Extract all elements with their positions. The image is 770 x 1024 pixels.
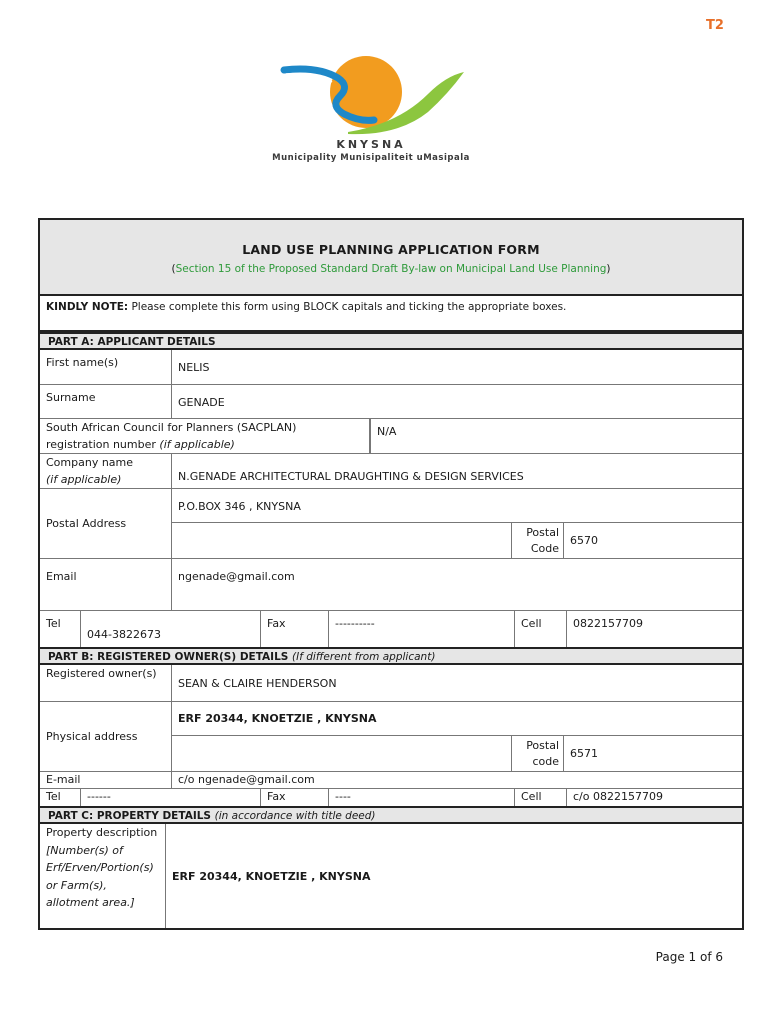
brand-name: KNYSNA — [336, 138, 406, 151]
cell-field[interactable]: 0822157709 — [573, 617, 643, 630]
tel-field[interactable]: 044-3822673 — [81, 611, 261, 647]
owner-postal-code-field[interactable]: 6571 — [570, 747, 598, 760]
page-number: Page 1 of 6 — [655, 950, 723, 964]
form-header — [40, 220, 742, 296]
company-row — [40, 454, 742, 489]
property-description-field[interactable]: ERF 20344, KNOETZIE , KNYSNA — [172, 869, 371, 883]
surname-field[interactable]: GENADE — [178, 396, 225, 409]
form-subtitle: (Section 15 of the Proposed Standard Draft By-law on Municipal Land Use Planning) — [171, 263, 611, 275]
kindly-note: KINDLY NOTE: Please complete this form using BLOCK capitals and ticking the appropriate boxes. — [40, 296, 742, 332]
tel-label: Tel — [40, 611, 81, 647]
physical-address-row — [40, 702, 742, 772]
postal-address-row — [40, 489, 742, 559]
postal-address-line2[interactable] — [172, 523, 512, 558]
registered-owner-label: Registered owner(s) — [40, 665, 172, 701]
fax-field[interactable]: ---------- — [329, 611, 515, 647]
first-name-field[interactable]: NELIS — [178, 361, 210, 374]
knysna-logo — [246, 54, 496, 172]
first-name-row — [40, 350, 742, 385]
owner-tel-field[interactable]: ------ — [81, 789, 261, 806]
fax-label: Fax — [261, 611, 329, 647]
registered-owner-row — [40, 665, 742, 702]
cell-label: Cell — [515, 611, 567, 647]
surname-row — [40, 385, 742, 419]
owner-postal-code-label: Postal code — [512, 736, 564, 771]
registered-owner-field[interactable]: SEAN & CLAIRE HENDERSON — [178, 676, 337, 690]
sacplan-label: South African Council for Planners (SACPLAN) registration number (if applicable) — [40, 419, 370, 453]
property-description-label: Property description [Number(s) of Erf/Erven/Portion(s) or Farm(s), allotment area.] — [40, 824, 166, 928]
owner-email-row — [40, 772, 742, 789]
physical-address-line1[interactable]: ERF 20344, KNOETZIE , KNYSNA — [178, 712, 377, 725]
knysna-emblem-icon — [278, 54, 464, 138]
physical-address-line2[interactable] — [172, 736, 512, 771]
contact-row — [40, 611, 742, 647]
sacplan-field[interactable]: N/A — [377, 425, 397, 438]
application-form — [38, 218, 744, 930]
section-heading-part-b: PART B: REGISTERED OWNER(S) DETAILS (If different from applicant) — [38, 647, 744, 665]
email-label: Email — [40, 559, 172, 610]
email-field[interactable]: ngenade@gmail.com — [178, 570, 295, 583]
owner-fax-label: Fax — [261, 789, 329, 806]
section-heading-part-a: PART A: APPLICANT DETAILS — [38, 332, 744, 350]
owner-cell-field[interactable]: c/o 0822157709 — [573, 790, 663, 803]
owner-tel-label: Tel — [40, 789, 81, 806]
postal-code-label: Postal Code — [512, 523, 564, 558]
postal-address-label: Postal Address — [40, 489, 172, 558]
postal-code-field[interactable]: 6570 — [570, 534, 598, 547]
owner-contact-row — [40, 789, 742, 806]
company-label: Company name (if applicable) — [40, 454, 172, 488]
owner-email-field[interactable]: c/o ngenade@gmail.com — [178, 773, 315, 786]
physical-address-label: Physical address — [40, 702, 172, 771]
owner-fax-field[interactable]: ---- — [329, 789, 515, 806]
section-heading-part-c: PART C: PROPERTY DETAILS (in accordance with title deed) — [38, 806, 744, 824]
form-title: LAND USE PLANNING APPLICATION FORM — [242, 242, 540, 257]
surname-label: Surname — [40, 385, 172, 418]
postal-address-line1[interactable]: P.O.BOX 346 , KNYSNA — [178, 500, 301, 513]
owner-cell-label: Cell — [515, 789, 567, 806]
form-code-tag: T2 — [706, 18, 724, 33]
first-name-label: First name(s) — [40, 350, 172, 384]
email-row — [40, 559, 742, 611]
company-field[interactable]: N.GENADE ARCHITECTURAL DRAUGHTING & DESIGN SERVICES — [178, 469, 524, 483]
sacplan-row — [40, 419, 742, 454]
brand-subtitle: Municipality Munisipaliteit uMasipala — [272, 153, 470, 163]
property-description-row — [40, 824, 742, 928]
owner-email-label: E-mail — [40, 772, 172, 788]
